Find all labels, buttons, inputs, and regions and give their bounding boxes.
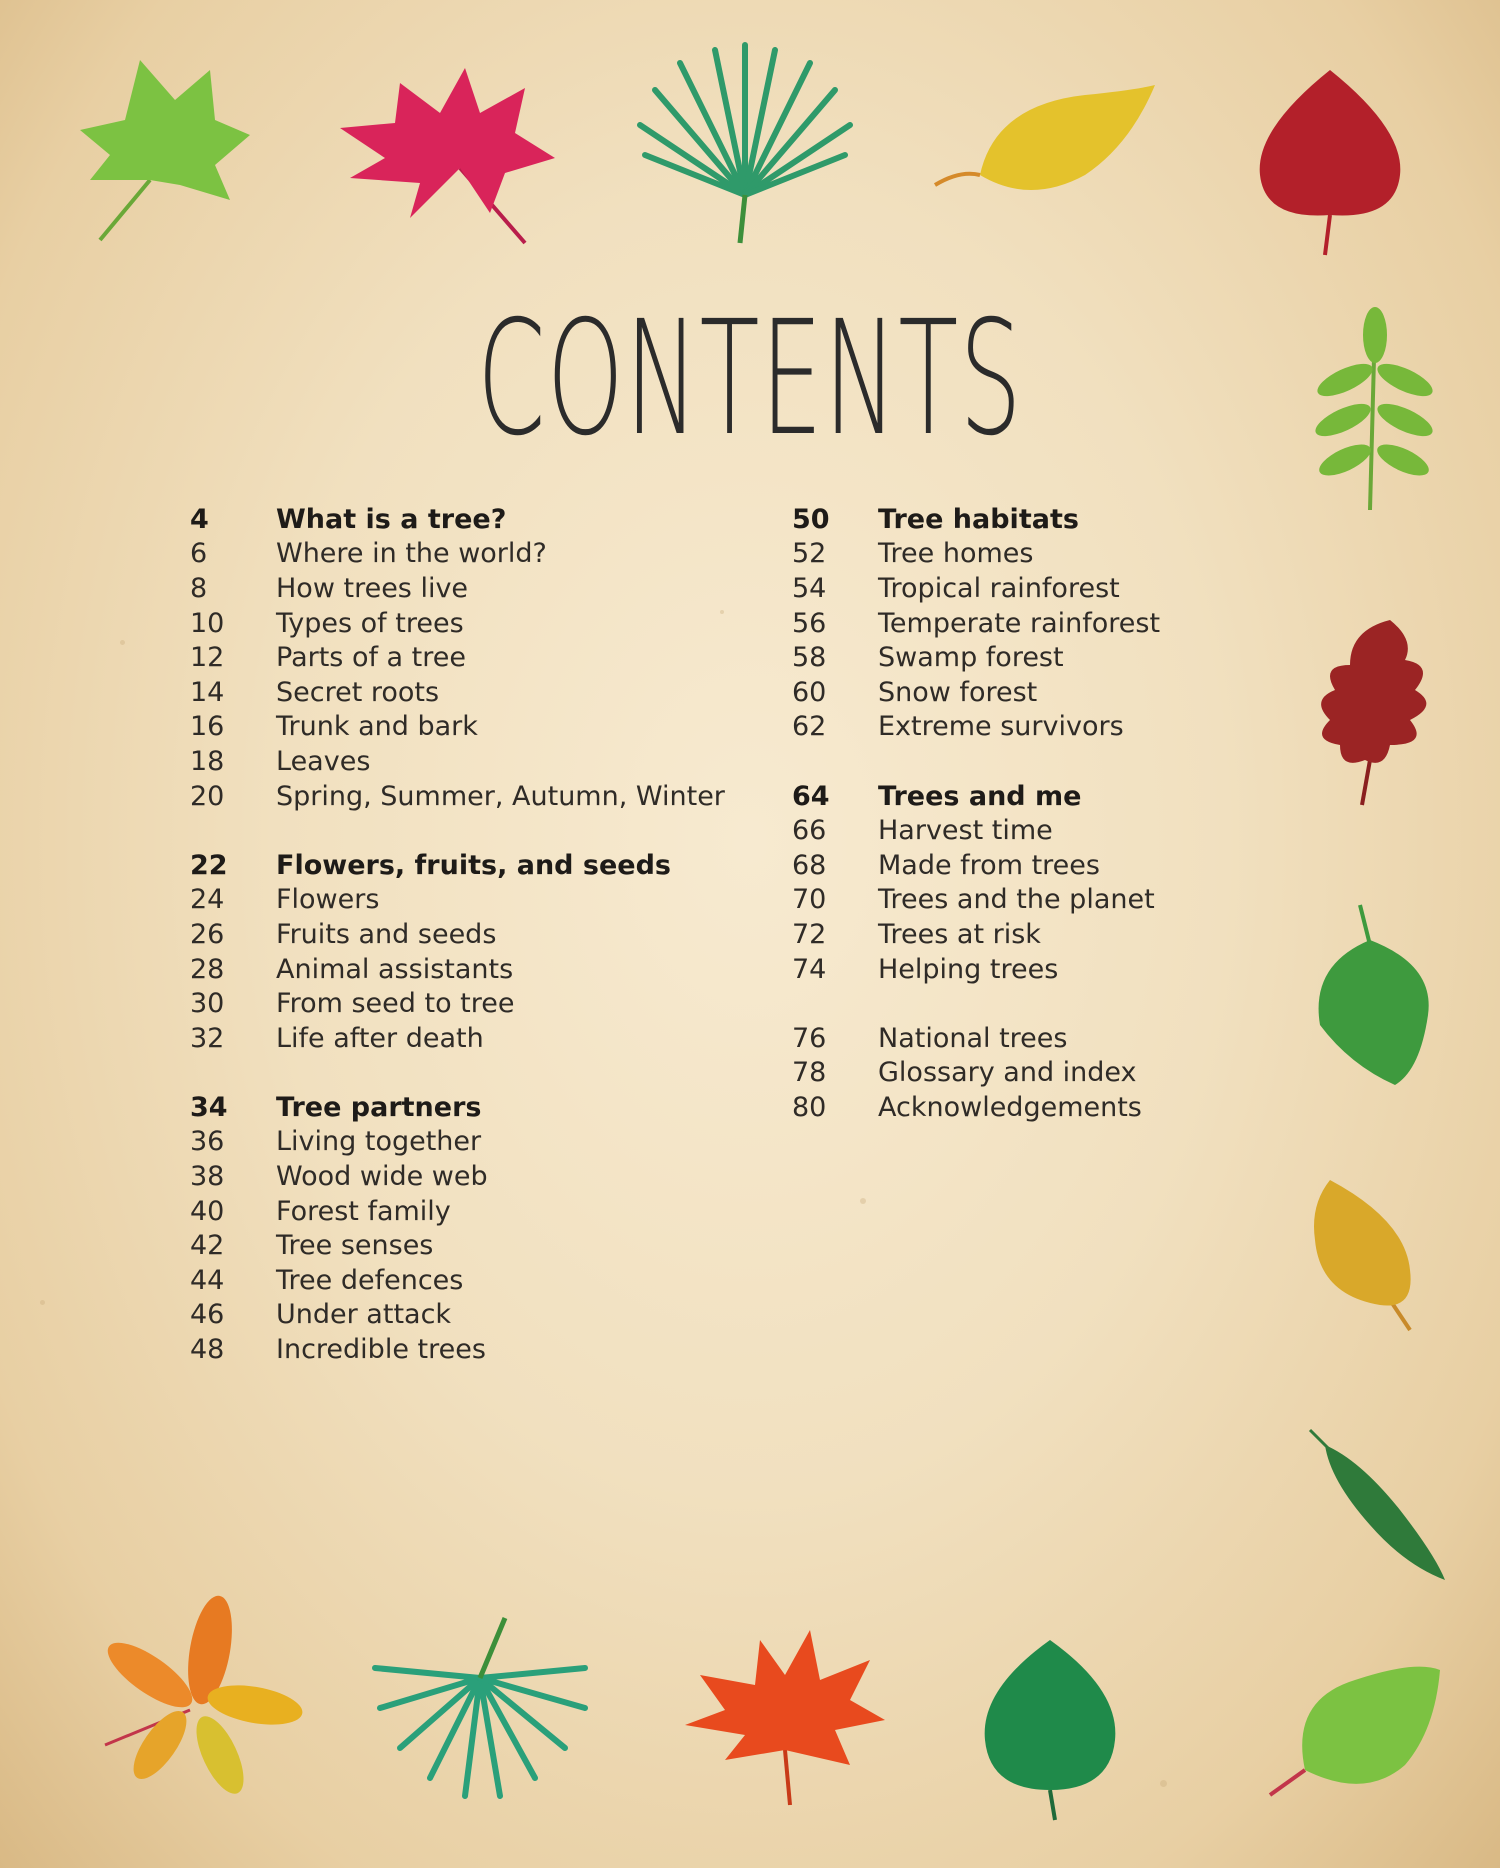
entry-label: Tree senses	[276, 1230, 434, 1262]
toc-entry[interactable]	[190, 571, 725, 606]
entry-label: Tree homes	[878, 538, 1034, 570]
entry-label: Swamp forest	[878, 642, 1064, 674]
oak-leaf-red-icon	[1310, 620, 1440, 805]
toc-entry-heading[interactable]	[792, 502, 1160, 537]
entry-label: Glossary and index	[878, 1057, 1137, 1089]
paper-speck	[1160, 1780, 1167, 1787]
aspen-leaf-icon	[980, 1640, 1120, 1820]
page-number: 14	[190, 676, 225, 708]
toc-entry[interactable]	[190, 537, 725, 572]
page-number: 8	[190, 572, 208, 604]
entry-label: Under attack	[276, 1299, 452, 1331]
toc-entry[interactable]	[792, 571, 1160, 606]
page-number: 12	[190, 642, 225, 674]
page-number: 40	[190, 1195, 225, 1227]
page-number: 56	[792, 607, 827, 639]
palm-leaf-icon	[635, 45, 855, 245]
page-number: 4	[190, 503, 209, 535]
entry-label: National trees	[878, 1022, 1068, 1054]
page-number: 22	[190, 849, 228, 881]
toc-entry[interactable]	[792, 606, 1160, 641]
chestnut-leaf-icon	[95, 1595, 295, 1800]
page-number: 16	[190, 711, 225, 743]
page-number: 30	[190, 988, 225, 1020]
page-number: 64	[792, 780, 830, 812]
toc-entry[interactable]	[792, 1090, 1160, 1125]
toc-entry[interactable]	[190, 1125, 725, 1160]
entry-label: Parts of a tree	[276, 642, 467, 674]
page-number: 58	[792, 642, 827, 674]
elm-leaf-green-icon	[1310, 905, 1435, 1085]
entry-label: Helping trees	[878, 953, 1059, 985]
toc-entry[interactable]	[190, 1021, 725, 1056]
toc-entry[interactable]	[190, 952, 725, 987]
toc-entry[interactable]	[792, 675, 1160, 710]
toc-entry[interactable]	[190, 1228, 725, 1263]
toc-entry[interactable]	[190, 675, 725, 710]
page-number: 44	[190, 1264, 225, 1296]
toc-entry[interactable]	[792, 1056, 1160, 1091]
entry-label: Fruits and seeds	[276, 918, 497, 950]
paper-speck	[120, 640, 125, 645]
palm-leaf-bottom-icon	[370, 1618, 590, 1798]
entry-label: Trees and me	[878, 780, 1082, 812]
toc-entry[interactable]	[190, 917, 725, 952]
toc-entry[interactable]	[190, 1298, 725, 1333]
oak-leaf-orange-icon	[685, 1630, 885, 1810]
entry-label: Leaves	[276, 745, 371, 777]
page-number: 78	[792, 1057, 827, 1089]
section-gap	[190, 813, 725, 848]
birch-leaf-red-icon	[1255, 70, 1405, 255]
entry-label: Types of trees	[276, 607, 464, 639]
entry-label: Trunk and bark	[276, 711, 478, 743]
toc-entry[interactable]	[792, 848, 1160, 883]
page-number: 6	[190, 538, 208, 570]
page-number: 20	[190, 780, 225, 812]
entry-label: Snow forest	[878, 676, 1038, 708]
toc-entry[interactable]	[792, 710, 1160, 745]
entry-label: Made from trees	[878, 849, 1100, 881]
toc-entry[interactable]	[792, 537, 1160, 572]
entry-label: Harvest time	[878, 815, 1053, 847]
entry-label: Extreme survivors	[878, 711, 1124, 743]
entry-label: Flowers, fruits, and seeds	[276, 849, 671, 881]
toc-entry-heading[interactable]	[190, 1090, 725, 1125]
page-number: 76	[792, 1022, 827, 1054]
page-number: 18	[190, 745, 225, 777]
section-gap	[792, 986, 1160, 1021]
entry-label: Wood wide web	[276, 1161, 488, 1193]
entry-label: Spring, Summer, Autumn, Winter	[276, 780, 725, 812]
toc-entry-heading[interactable]	[190, 848, 725, 883]
entry-label: Flowers	[276, 884, 380, 916]
paper-speck	[40, 1300, 45, 1305]
entry-label: Life after death	[276, 1022, 484, 1054]
toc-entry-heading[interactable]	[190, 502, 725, 537]
toc-entry[interactable]	[792, 917, 1160, 952]
entry-label: Tropical rainforest	[878, 572, 1120, 604]
page-number: 24	[190, 884, 225, 916]
paper-speck	[860, 1198, 866, 1204]
page-title: CONTENTS	[477, 287, 1023, 471]
entry-label: Where in the world?	[276, 538, 547, 570]
toc-entry[interactable]	[190, 779, 725, 814]
toc-entry[interactable]	[792, 952, 1160, 987]
page-number: 34	[190, 1091, 228, 1123]
ash-leaf-icon	[1315, 310, 1435, 510]
page-number: 70	[792, 884, 827, 916]
toc-entry-heading[interactable]	[792, 779, 1160, 814]
section-gap	[190, 1056, 725, 1091]
maple-leaf-pink-icon	[340, 68, 555, 253]
page-number: 74	[792, 953, 827, 985]
willow-leaf-icon	[1310, 1430, 1445, 1580]
page-number: 46	[190, 1299, 225, 1331]
entry-label: From seed to tree	[276, 988, 515, 1020]
page-number: 54	[792, 572, 827, 604]
toc-entry[interactable]	[190, 606, 725, 641]
page-number: 48	[190, 1334, 225, 1366]
page-number: 60	[792, 676, 827, 708]
entry-label: Tree partners	[276, 1091, 482, 1123]
page-number: 52	[792, 538, 827, 570]
toc-entry[interactable]	[190, 1332, 725, 1367]
entry-label: Tree defences	[276, 1264, 464, 1296]
toc-entry[interactable]	[792, 1021, 1160, 1056]
toc-entry[interactable]	[190, 883, 725, 918]
entry-label: What is a tree?	[276, 503, 507, 535]
page-number: 68	[792, 849, 827, 881]
maple-leaf-green-icon	[80, 60, 250, 245]
page-number: 42	[190, 1230, 225, 1262]
page-number: 80	[792, 1091, 827, 1123]
toc-entry[interactable]	[190, 710, 725, 745]
toc-right-column	[792, 502, 1160, 1125]
toc-entry[interactable]	[190, 1159, 725, 1194]
toc-entry[interactable]	[792, 813, 1160, 848]
page-number: 72	[792, 918, 827, 950]
beech-leaf-yellow-icon	[935, 85, 1155, 205]
page-number: 26	[190, 918, 225, 950]
lime-leaf-icon	[1265, 1660, 1445, 1800]
entry-label: Forest family	[276, 1195, 451, 1227]
entry-label: Acknowledgements	[878, 1091, 1142, 1123]
page-number: 38	[190, 1161, 225, 1193]
page-number: 10	[190, 607, 225, 639]
toc-entry[interactable]	[792, 640, 1160, 675]
entry-label: Temperate rainforest	[878, 607, 1161, 639]
toc-entry[interactable]	[190, 1263, 725, 1298]
section-gap	[792, 744, 1160, 779]
toc-entry[interactable]	[190, 986, 725, 1021]
entry-label: Living together	[276, 1126, 482, 1158]
entry-label: Tree habitats	[878, 503, 1079, 535]
entry-label: Secret roots	[276, 676, 440, 708]
toc-left-column	[190, 502, 725, 1367]
toc-entry[interactable]	[792, 883, 1160, 918]
toc-entry[interactable]	[190, 1194, 725, 1229]
entry-label: How trees live	[276, 572, 469, 604]
page-number: 28	[190, 953, 225, 985]
page-number: 32	[190, 1022, 225, 1054]
page-number: 50	[792, 503, 830, 535]
page-number: 66	[792, 815, 827, 847]
page-number: 36	[190, 1126, 225, 1158]
toc-entry[interactable]	[190, 744, 725, 779]
entry-label: Incredible trees	[276, 1334, 486, 1366]
entry-label: Animal assistants	[276, 953, 514, 985]
entry-label: Trees at risk	[878, 918, 1041, 950]
toc-entry[interactable]	[190, 640, 725, 675]
page-number: 62	[792, 711, 827, 743]
beech-leaf-amber-icon	[1310, 1180, 1420, 1330]
entry-label: Trees and the planet	[878, 884, 1155, 916]
